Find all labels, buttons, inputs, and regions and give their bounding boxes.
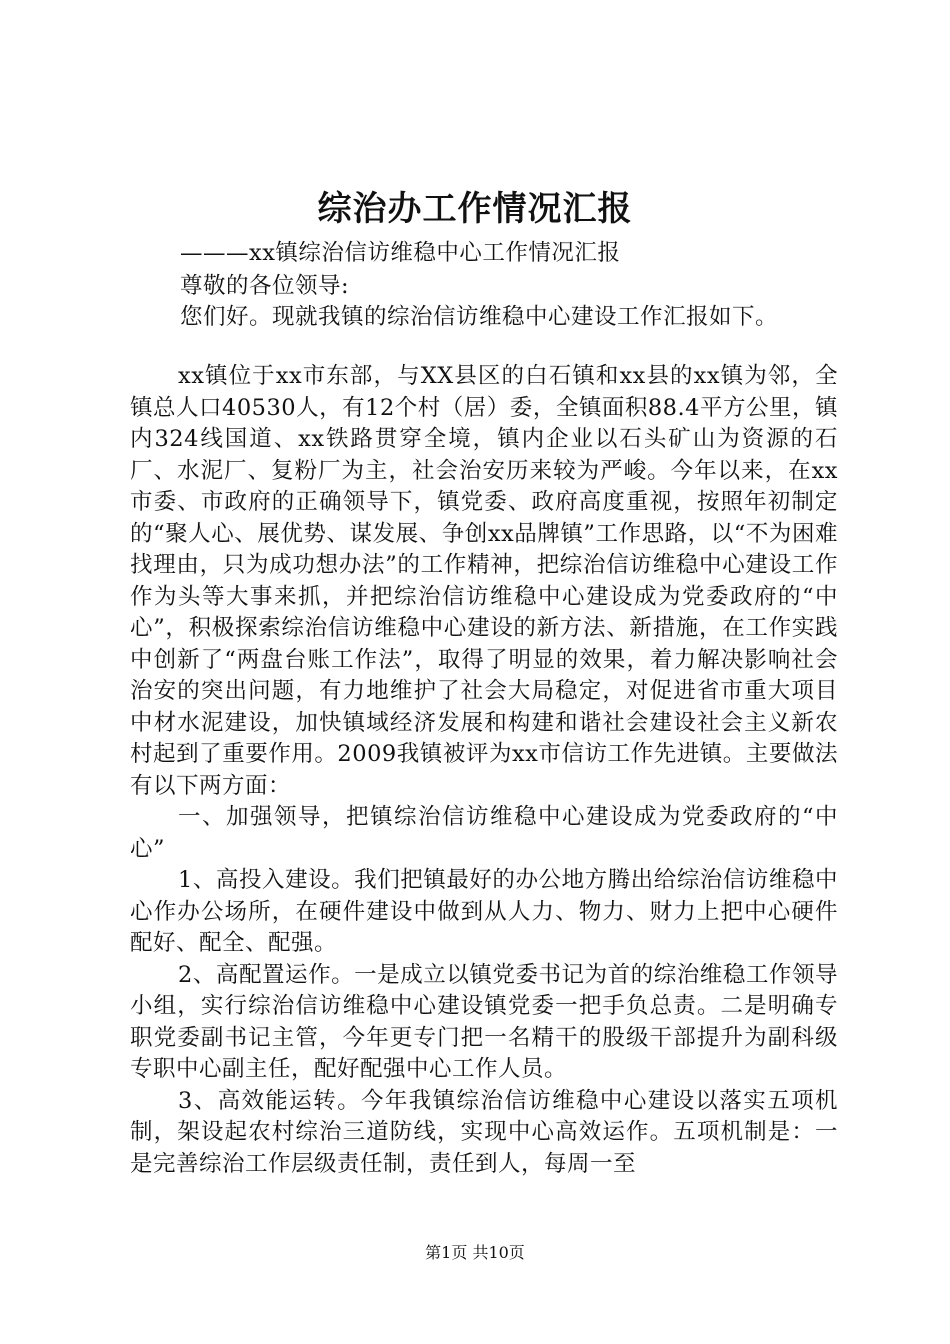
paragraph-item-3: 3、高效能运转。今年我镇综治信访维稳中心建设以落实五项机制，架设起农村综治三道防线，实现中心高效运作。五项机制是：一是完善综治工作层级责任制，责任到人，每周一至 <box>130 1087 838 1177</box>
paragraph-intro: xx镇位于xx市东部，与XX县区的白石镇和xx县的xx镇为邻，全镇总人口40530人，有12个村（居）委，全镇面积88.4平方公里，镇内324线国道、xx铁路贯穿全境，镇内企业以石头矿山为资源的石厂、水泥厂、复粉厂为主，社会治安历来较为严峻。今年以来，在xx市委、市政府的正确领导下，镇党委、政府高度重视，按照年初制定的“聚人心、展优势、谋发展、争创xx品牌镇”工作思路，以“不为困难找理由，只为成功想办法”的工作精神，把综治信访维稳中心建设工作作为头等大事来抓，并把综治信访维稳中心建设成为党委政府的“中心”，积极探索综治信访维稳中心建设的新方法、新措施，在工作实践中创新了“两盘台账工作法”，取得了明显的效果，着力解决影响社会治安的突出问题，有力地维护了社会大局稳定，对促进省市重大项目中材水泥建设，加快镇域经济发展和构建和谐社会建设社会主义新农村起到了重要作用。2009我镇被评为xx市信访工作先进镇。主要做法有以下两方面： <box>130 363 838 799</box>
page-number: 第1页 共10页 <box>425 1243 525 1262</box>
section-heading-1: 一、加强领导，把镇综治信访维稳中心建设成为党委政府的“中心” <box>130 804 838 862</box>
paragraph-item-1: 1、高投入建设。我们把镇最好的办公地方腾出给综治信访维稳中心作办公场所，在硬件建设中做到从人力、物力、财力上把中心硬件配好、配全、配强。 <box>130 867 838 956</box>
paragraph-item-2: 2、高配置运作。一是成立以镇党委书记为首的综治维稳工作领导小组，实行综治信访维稳中心建设镇党委一把手负总责。二是明确专职党委副书记主管，今年更专门把一名精干的股级干部提升为副科级专职中心副主任，配好配强中心工作人员。 <box>130 961 838 1082</box>
salutation: 尊敬的各位领导: <box>180 273 350 299</box>
greeting: 您们好。现就我镇的综治信访维稳中心建设工作汇报如下。 <box>180 304 779 330</box>
document-body <box>130 361 838 1180</box>
document-title: 综治办工作情况汇报 <box>317 189 633 229</box>
document-subtitle: ———xx镇综治信访维稳中心工作情况汇报 <box>180 240 621 266</box>
